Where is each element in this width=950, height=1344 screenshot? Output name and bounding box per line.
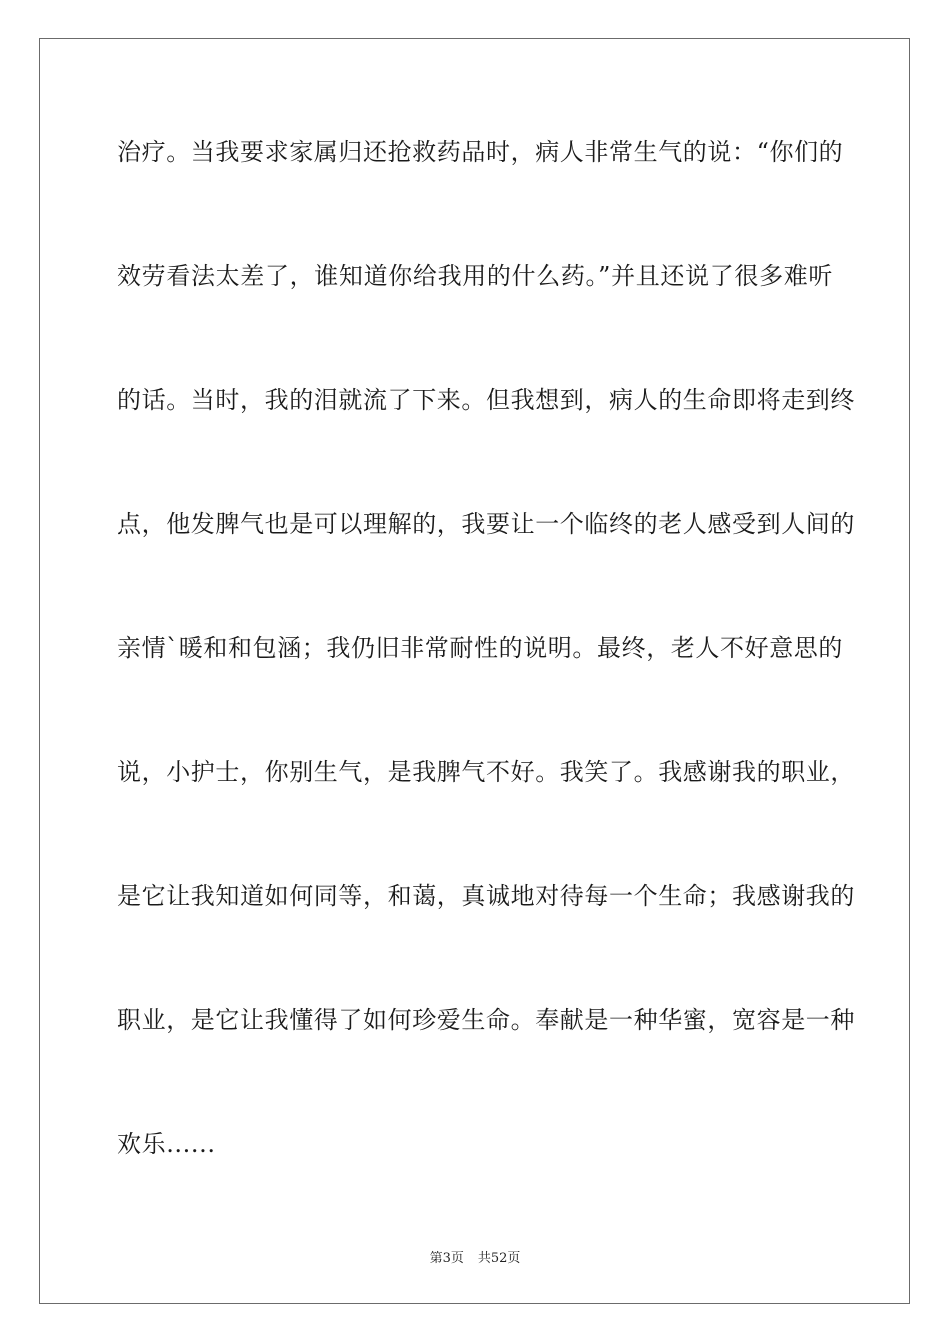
text-line: 亲情`暖和和包涵；我仍旧非常耐性的说明。最终，老人不好意思的	[117, 634, 843, 662]
text-line: 治疗。当我要求家属归还抢救药品时，病人非常生气的说：“你们的	[117, 138, 844, 166]
page-footer	[0, 1247, 950, 1266]
text-line: 说，小护士，你别生气，是我脾气不好。我笑了。我感谢我的职业，	[117, 758, 855, 786]
text-line-last: 欢乐......	[117, 1130, 216, 1158]
document-body	[117, 124, 855, 1240]
page-number: 第3页	[429, 1251, 464, 1266]
text-line: 职业，是它让我懂得了如何珍爱生命。奉献是一种华蜜，宽容是一种	[117, 1006, 855, 1034]
total-pages: 共52页	[477, 1251, 521, 1266]
text-line: 的话。当时，我的泪就流了下来。但我想到，病人的生命即将走到终	[117, 386, 855, 414]
text-line: 是它让我知道如何同等，和蔼，真诚地对待每一个生命；我感谢我的	[117, 882, 855, 910]
text-line: 效劳看法太差了，谁知道你给我用的什么药。”并且还说了很多难听	[117, 262, 833, 290]
text-line: 点，他发脾气也是可以理解的，我要让一个临终的老人感受到人间的	[117, 510, 855, 538]
